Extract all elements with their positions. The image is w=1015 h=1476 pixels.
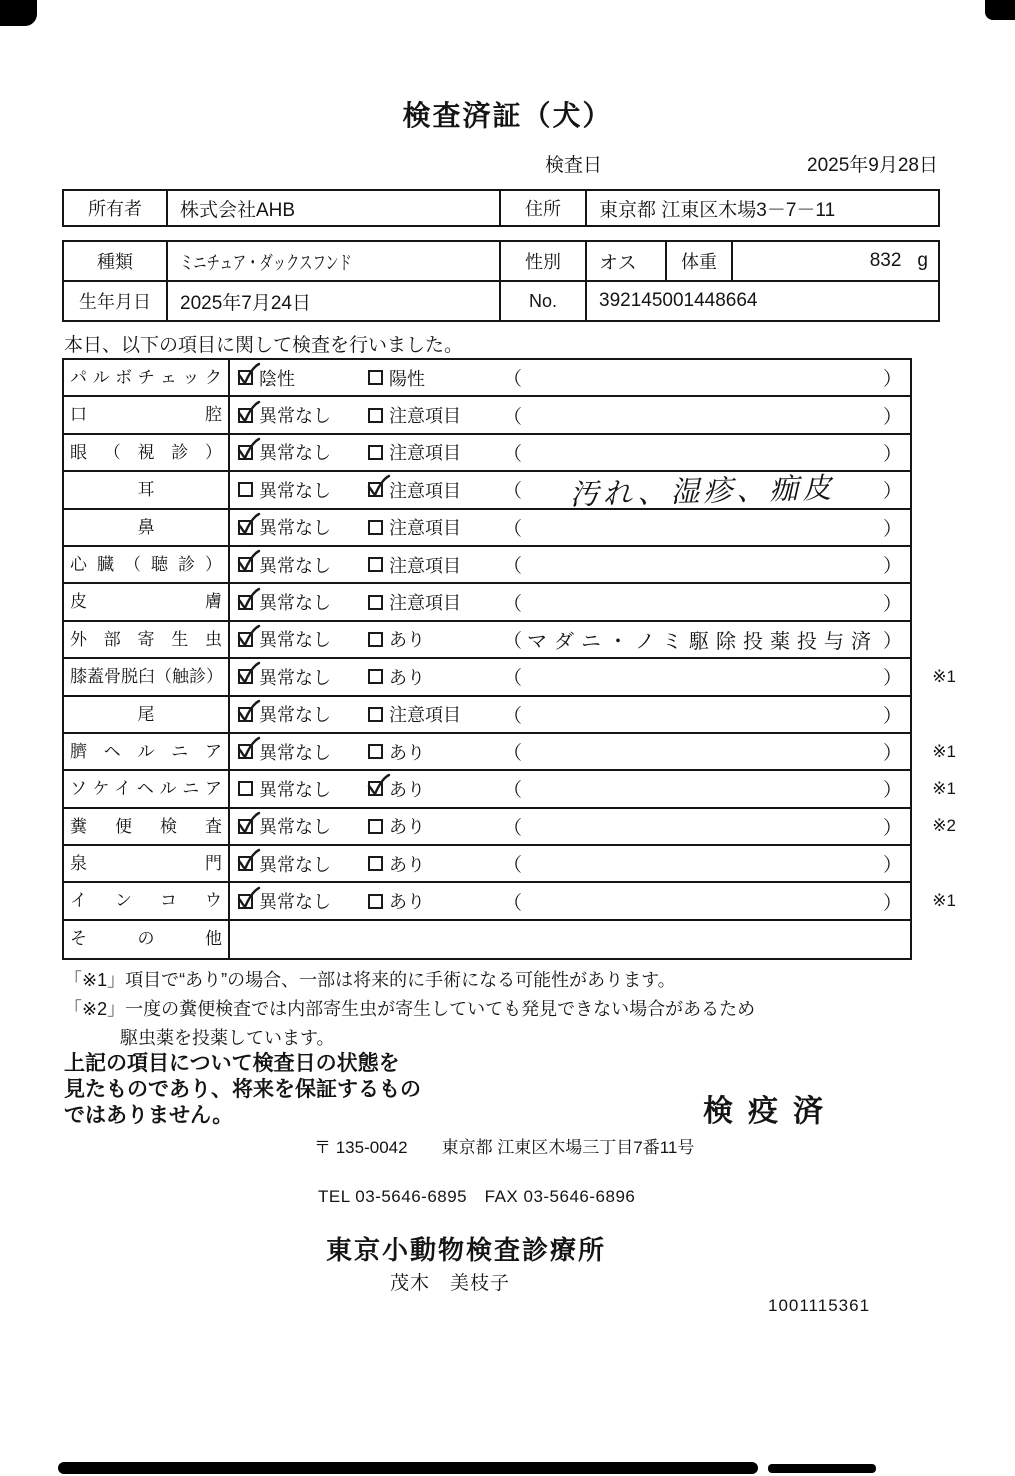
checkbox-icon: [238, 520, 253, 535]
item-cell: [64, 584, 230, 619]
item-label: ソケイヘルニア: [70, 779, 222, 799]
item-cell: [64, 697, 230, 732]
paren-close-icon: ）: [882, 518, 902, 540]
option-2: [368, 510, 461, 545]
pet-table: [62, 240, 940, 322]
item-cell: [64, 622, 230, 657]
paren-group: [503, 734, 902, 769]
paren-close-icon: ）: [882, 743, 902, 765]
scan-artifact-top-right: [985, 0, 1015, 20]
item-label: 泉門: [70, 854, 222, 874]
disclaimer-line-1: 上記の項目について検査日の状態を: [64, 1052, 400, 1075]
paren-open-icon: （: [503, 518, 523, 540]
item-cell: [64, 809, 230, 844]
disclaimer: [64, 1051, 421, 1129]
option-1: [238, 547, 331, 582]
inspection-row: [64, 697, 910, 734]
paren-group: [503, 809, 902, 844]
option-1: [238, 771, 331, 806]
option-1: [238, 584, 331, 619]
scan-artifact-bottom-2: [768, 1464, 876, 1473]
option-label: 異常なし: [259, 667, 331, 688]
checkbox-icon: [238, 445, 253, 460]
checkmark-icon: [365, 474, 392, 501]
checkbox-icon: [238, 595, 253, 610]
item-label: パルボチェック: [70, 368, 222, 387]
option-label: 注意項目: [389, 555, 461, 576]
weight-unit: g: [917, 250, 928, 271]
note-line-2: 「※2」一度の糞便検査では内部寄生虫が寄生していても発見できない場合があるため: [64, 999, 756, 1019]
inspection-row: [64, 921, 910, 958]
checkbox-icon: [368, 819, 383, 834]
item-label: 皮膚: [70, 592, 222, 612]
item-cell: [64, 771, 230, 806]
option-label: あり: [389, 817, 425, 838]
option-label: 異常なし: [259, 779, 331, 800]
paren-group: [503, 622, 902, 657]
checkbox-icon: [368, 856, 383, 871]
option-label: 異常なし: [259, 443, 331, 464]
weight-label: 体重: [667, 242, 733, 280]
option-label: 異常なし: [259, 854, 331, 875]
checkbox-icon: [238, 707, 253, 722]
option-2: [368, 697, 461, 732]
paren-group: [503, 846, 902, 881]
inspection-row: [64, 470, 910, 512]
paren-open-icon: （: [503, 556, 523, 578]
paren-text: マダニ・ノミ駆除投薬投与済: [527, 630, 878, 653]
checkbox-icon: [368, 894, 383, 909]
paren-open-icon: （: [503, 668, 523, 690]
scan-artifact-top-left: [0, 0, 37, 26]
row-body: [230, 846, 910, 881]
item-cell: [64, 397, 230, 432]
option-1: [238, 809, 331, 844]
row-body: [230, 883, 910, 918]
item-cell: [64, 360, 230, 395]
checkmark-icon: [235, 661, 262, 688]
paren-text: 汚れ、湿疹、痂皮: [569, 470, 836, 512]
option-label: 注意項目: [389, 406, 461, 427]
inspection-row: [64, 547, 910, 584]
option-2: [368, 360, 425, 395]
paren-open-icon: （: [503, 743, 523, 765]
paren-close-icon: ）: [882, 556, 902, 578]
checkbox-icon: [238, 482, 253, 497]
checkbox-icon: [238, 894, 253, 909]
item-label: 耳: [137, 480, 155, 500]
option-2: [368, 472, 461, 507]
inspection-row: [64, 734, 956, 771]
paren-open-icon: （: [503, 593, 523, 615]
option-2: [368, 846, 425, 881]
row-body: [230, 510, 910, 545]
item-cell: [64, 883, 230, 918]
checkbox-icon: [368, 707, 383, 722]
paren-close-icon: ）: [882, 630, 902, 652]
checkbox-icon: [238, 370, 253, 385]
checkmark-icon: [365, 773, 392, 800]
option-2: [368, 397, 461, 432]
option-1: [238, 734, 331, 769]
checkbox-icon: [238, 632, 253, 647]
inspection-row: [64, 659, 956, 696]
inspection-row: [64, 883, 956, 920]
option-label: 異常なし: [259, 593, 331, 614]
option-2: [368, 659, 425, 694]
row-body: [230, 360, 910, 395]
option-label: 注意項目: [389, 480, 461, 501]
paren-close-icon: ）: [882, 780, 902, 802]
option-label: あり: [389, 779, 425, 800]
disclaimer-line-2: 見たものであり、将来を保証するもの: [64, 1078, 421, 1101]
option-label: 異常なし: [259, 518, 331, 539]
item-label: その他: [70, 928, 222, 948]
option-label: 異常なし: [259, 817, 331, 838]
checkmark-icon: [235, 736, 262, 763]
option-1: [238, 883, 331, 918]
footer-address: 〒 135-0042 東京都 江東区木場三丁目7番11号: [314, 1138, 695, 1157]
checkbox-icon: [238, 781, 253, 796]
paren-open-icon: （: [503, 855, 523, 877]
option-label: 異常なし: [259, 892, 331, 913]
weight-cell: [733, 242, 938, 280]
row-body: [230, 921, 910, 958]
option-1: [238, 360, 295, 395]
statement: 本日、以下の項目に関して検査を行いました。: [64, 335, 464, 356]
item-cell: [64, 659, 230, 694]
option-label: 異常なし: [259, 406, 331, 427]
page-title: 検査済証（犬）: [402, 100, 613, 131]
checkbox-icon: [238, 744, 253, 759]
paren-open-icon: （: [503, 481, 523, 503]
note-line-1: 「※1」項目で“あり”の場合、一部は将来的に手術になる可能性があります。: [64, 970, 676, 990]
checkmark-icon: [235, 400, 262, 427]
inspection-date-label: 検査日: [545, 155, 603, 176]
option-2: [368, 734, 425, 769]
row-body: [230, 584, 910, 619]
option-2: [368, 547, 461, 582]
checkmark-icon: [235, 512, 262, 539]
paren-close-icon: ）: [882, 406, 902, 428]
pet-row-1: [64, 242, 938, 282]
option-label: あり: [389, 892, 425, 913]
item-cell: [64, 734, 230, 769]
paren-open-icon: （: [503, 817, 523, 839]
item-cell: [64, 435, 230, 470]
checkmark-icon: [235, 624, 262, 651]
inspection-row: [64, 622, 910, 659]
option-1: [238, 622, 331, 657]
note-line-3: 駆虫薬を投薬しています。: [120, 1028, 335, 1048]
option-1: [238, 397, 331, 432]
row-mark: ※1: [932, 741, 956, 761]
item-cell: [64, 472, 230, 507]
option-label: 注意項目: [389, 518, 461, 539]
row-body: [230, 622, 910, 657]
option-2: [368, 435, 461, 470]
inspection-row: [64, 846, 910, 883]
breed-label: 種類: [64, 242, 168, 280]
checkmark-icon: [235, 886, 262, 913]
checkbox-icon: [238, 819, 253, 834]
paren-open-icon: （: [503, 369, 523, 391]
paren-close-icon: ）: [882, 705, 902, 727]
option-1: [238, 659, 331, 694]
option-1: [238, 435, 331, 470]
notes: [64, 966, 755, 1053]
checkbox-icon: [368, 669, 383, 684]
checkbox-icon: [368, 370, 383, 385]
option-2: [368, 883, 425, 918]
item-label: 眼（視診）: [70, 442, 222, 462]
paren-close-icon: ）: [882, 668, 902, 690]
option-label: 異常なし: [259, 630, 331, 651]
paren-group: [503, 584, 902, 619]
inspection-row: [64, 584, 910, 621]
item-label: インコウ: [70, 891, 222, 911]
option-label: 注意項目: [389, 705, 461, 726]
row-body: [230, 697, 910, 732]
option-label: 異常なし: [259, 555, 331, 576]
row-body: [230, 547, 910, 582]
checkbox-icon: [368, 557, 383, 572]
inspection-row: [64, 397, 910, 434]
paren-group: [503, 470, 902, 512]
paren-open-icon: （: [503, 705, 523, 727]
address-label: 住所: [501, 191, 587, 225]
clinic-name: 東京小動物検査診療所: [326, 1235, 607, 1265]
row-body: [230, 809, 910, 844]
vet-name: 茂木 美枝子: [390, 1273, 511, 1294]
item-label: 心臓（聴診）: [70, 554, 222, 574]
owner-table: [62, 189, 940, 227]
option-2: [368, 622, 425, 657]
checkmark-icon: [235, 549, 262, 576]
checkbox-icon: [368, 744, 383, 759]
checkbox-icon: [368, 482, 383, 497]
option-label: 陽性: [389, 368, 425, 389]
inspection-row: [64, 360, 910, 397]
paren-open-icon: （: [503, 780, 523, 802]
item-label: 口腔: [70, 405, 222, 425]
option-label: あり: [389, 667, 425, 688]
paren-close-icon: ）: [882, 892, 902, 914]
option-1: [238, 472, 331, 507]
checkbox-icon: [368, 445, 383, 460]
paren-close-icon: ）: [882, 855, 902, 877]
inspection-table: [62, 358, 956, 960]
checkmark-icon: [235, 811, 262, 838]
weight-value: 832: [869, 250, 902, 271]
option-1: [238, 697, 331, 732]
paren-group: [503, 510, 902, 545]
inspection-row: [64, 809, 956, 846]
paren-group: [503, 771, 902, 806]
paren-open-icon: （: [503, 630, 523, 652]
paren-group: [503, 397, 902, 432]
scan-artifact-bottom: [58, 1462, 758, 1474]
disclaimer-line-3: ではありません。: [64, 1104, 234, 1127]
row-mark: ※1: [932, 666, 956, 686]
inspection-date-value: 2025年9月28日: [807, 155, 938, 176]
owner-label: 所有者: [64, 191, 168, 225]
no-label: No.: [501, 282, 587, 320]
row-body: [230, 435, 910, 470]
option-2: [368, 584, 461, 619]
paren-close-icon: ）: [882, 369, 902, 391]
option-label: 注意項目: [389, 593, 461, 614]
checkbox-icon: [368, 595, 383, 610]
checkbox-icon: [368, 408, 383, 423]
paren-open-icon: （: [503, 892, 523, 914]
option-1: [238, 846, 331, 881]
option-label: 異常なし: [259, 705, 331, 726]
row-mark: ※1: [932, 778, 956, 798]
paren-close-icon: ）: [882, 481, 902, 503]
paren-close-icon: ）: [882, 443, 902, 465]
checkbox-icon: [238, 408, 253, 423]
option-label: あり: [389, 630, 425, 651]
no-value: 392145001448664: [599, 290, 758, 311]
row-body: [230, 771, 910, 806]
inspection-row: [64, 510, 910, 547]
item-label: 尾: [137, 704, 155, 724]
option-label: あり: [389, 854, 425, 875]
checkbox-icon: [238, 669, 253, 684]
item-cell: [64, 921, 230, 958]
checkmark-icon: [235, 437, 262, 464]
item-cell: [64, 547, 230, 582]
item-cell: [64, 846, 230, 881]
row-body: [230, 397, 910, 432]
paren-group: [503, 360, 902, 395]
birth-label: 生年月日: [64, 282, 168, 320]
checkbox-icon: [238, 557, 253, 572]
row-mark: ※1: [932, 891, 956, 911]
option-2: [368, 771, 425, 806]
option-2: [368, 809, 425, 844]
checkmark-icon: [235, 362, 262, 389]
checkbox-icon: [368, 781, 383, 796]
paren-group: [503, 883, 902, 918]
checkmark-icon: [235, 699, 262, 726]
option-label: 陰性: [259, 368, 295, 389]
checkbox-icon: [368, 632, 383, 647]
checkbox-icon: [238, 856, 253, 871]
serial-number: 1001115361: [768, 1296, 871, 1315]
paren-group: [503, 659, 902, 694]
sex-label: 性別: [501, 242, 587, 280]
sex-value: オス: [587, 242, 667, 280]
option-1: [238, 510, 331, 545]
paren-group: [503, 697, 902, 732]
checkmark-icon: [235, 848, 262, 875]
item-cell: [64, 510, 230, 545]
option-label: あり: [389, 742, 425, 763]
quarantine-stamp: 検疫済: [703, 1095, 838, 1128]
checkmark-icon: [235, 587, 262, 614]
paren-close-icon: ）: [882, 817, 902, 839]
paren-group: [503, 547, 902, 582]
breed-value: ミニチュア・ダックスフンド: [168, 242, 501, 280]
item-label: 臍ヘルニア: [70, 741, 222, 761]
item-label: 外部寄生虫: [70, 629, 222, 649]
address-value: 東京都 江東区木場3－7－11: [599, 199, 836, 221]
option-label: 異常なし: [259, 742, 331, 763]
item-label: 糞便検査: [70, 816, 222, 836]
row-mark: ※2: [932, 816, 956, 836]
paren-close-icon: ）: [882, 593, 902, 615]
row-body: [230, 470, 910, 512]
birth-value: 2025年7月24日: [168, 282, 501, 320]
option-label: 注意項目: [389, 443, 461, 464]
row-body: [230, 734, 910, 769]
paren-open-icon: （: [503, 443, 523, 465]
item-label: 膝蓋骨脱臼（触診）: [70, 667, 223, 687]
owner-value: 株式会社AHB: [168, 191, 501, 225]
paren-open-icon: （: [503, 406, 523, 428]
option-label: 異常なし: [259, 480, 331, 501]
row-body: [230, 659, 910, 694]
inspection-row: [64, 771, 956, 808]
item-label: 鼻: [137, 517, 155, 537]
checkbox-icon: [368, 520, 383, 535]
pet-row-2: [64, 282, 938, 320]
footer-tel: TEL 03-5646-6895 FAX 03-5646-6896: [318, 1187, 636, 1206]
